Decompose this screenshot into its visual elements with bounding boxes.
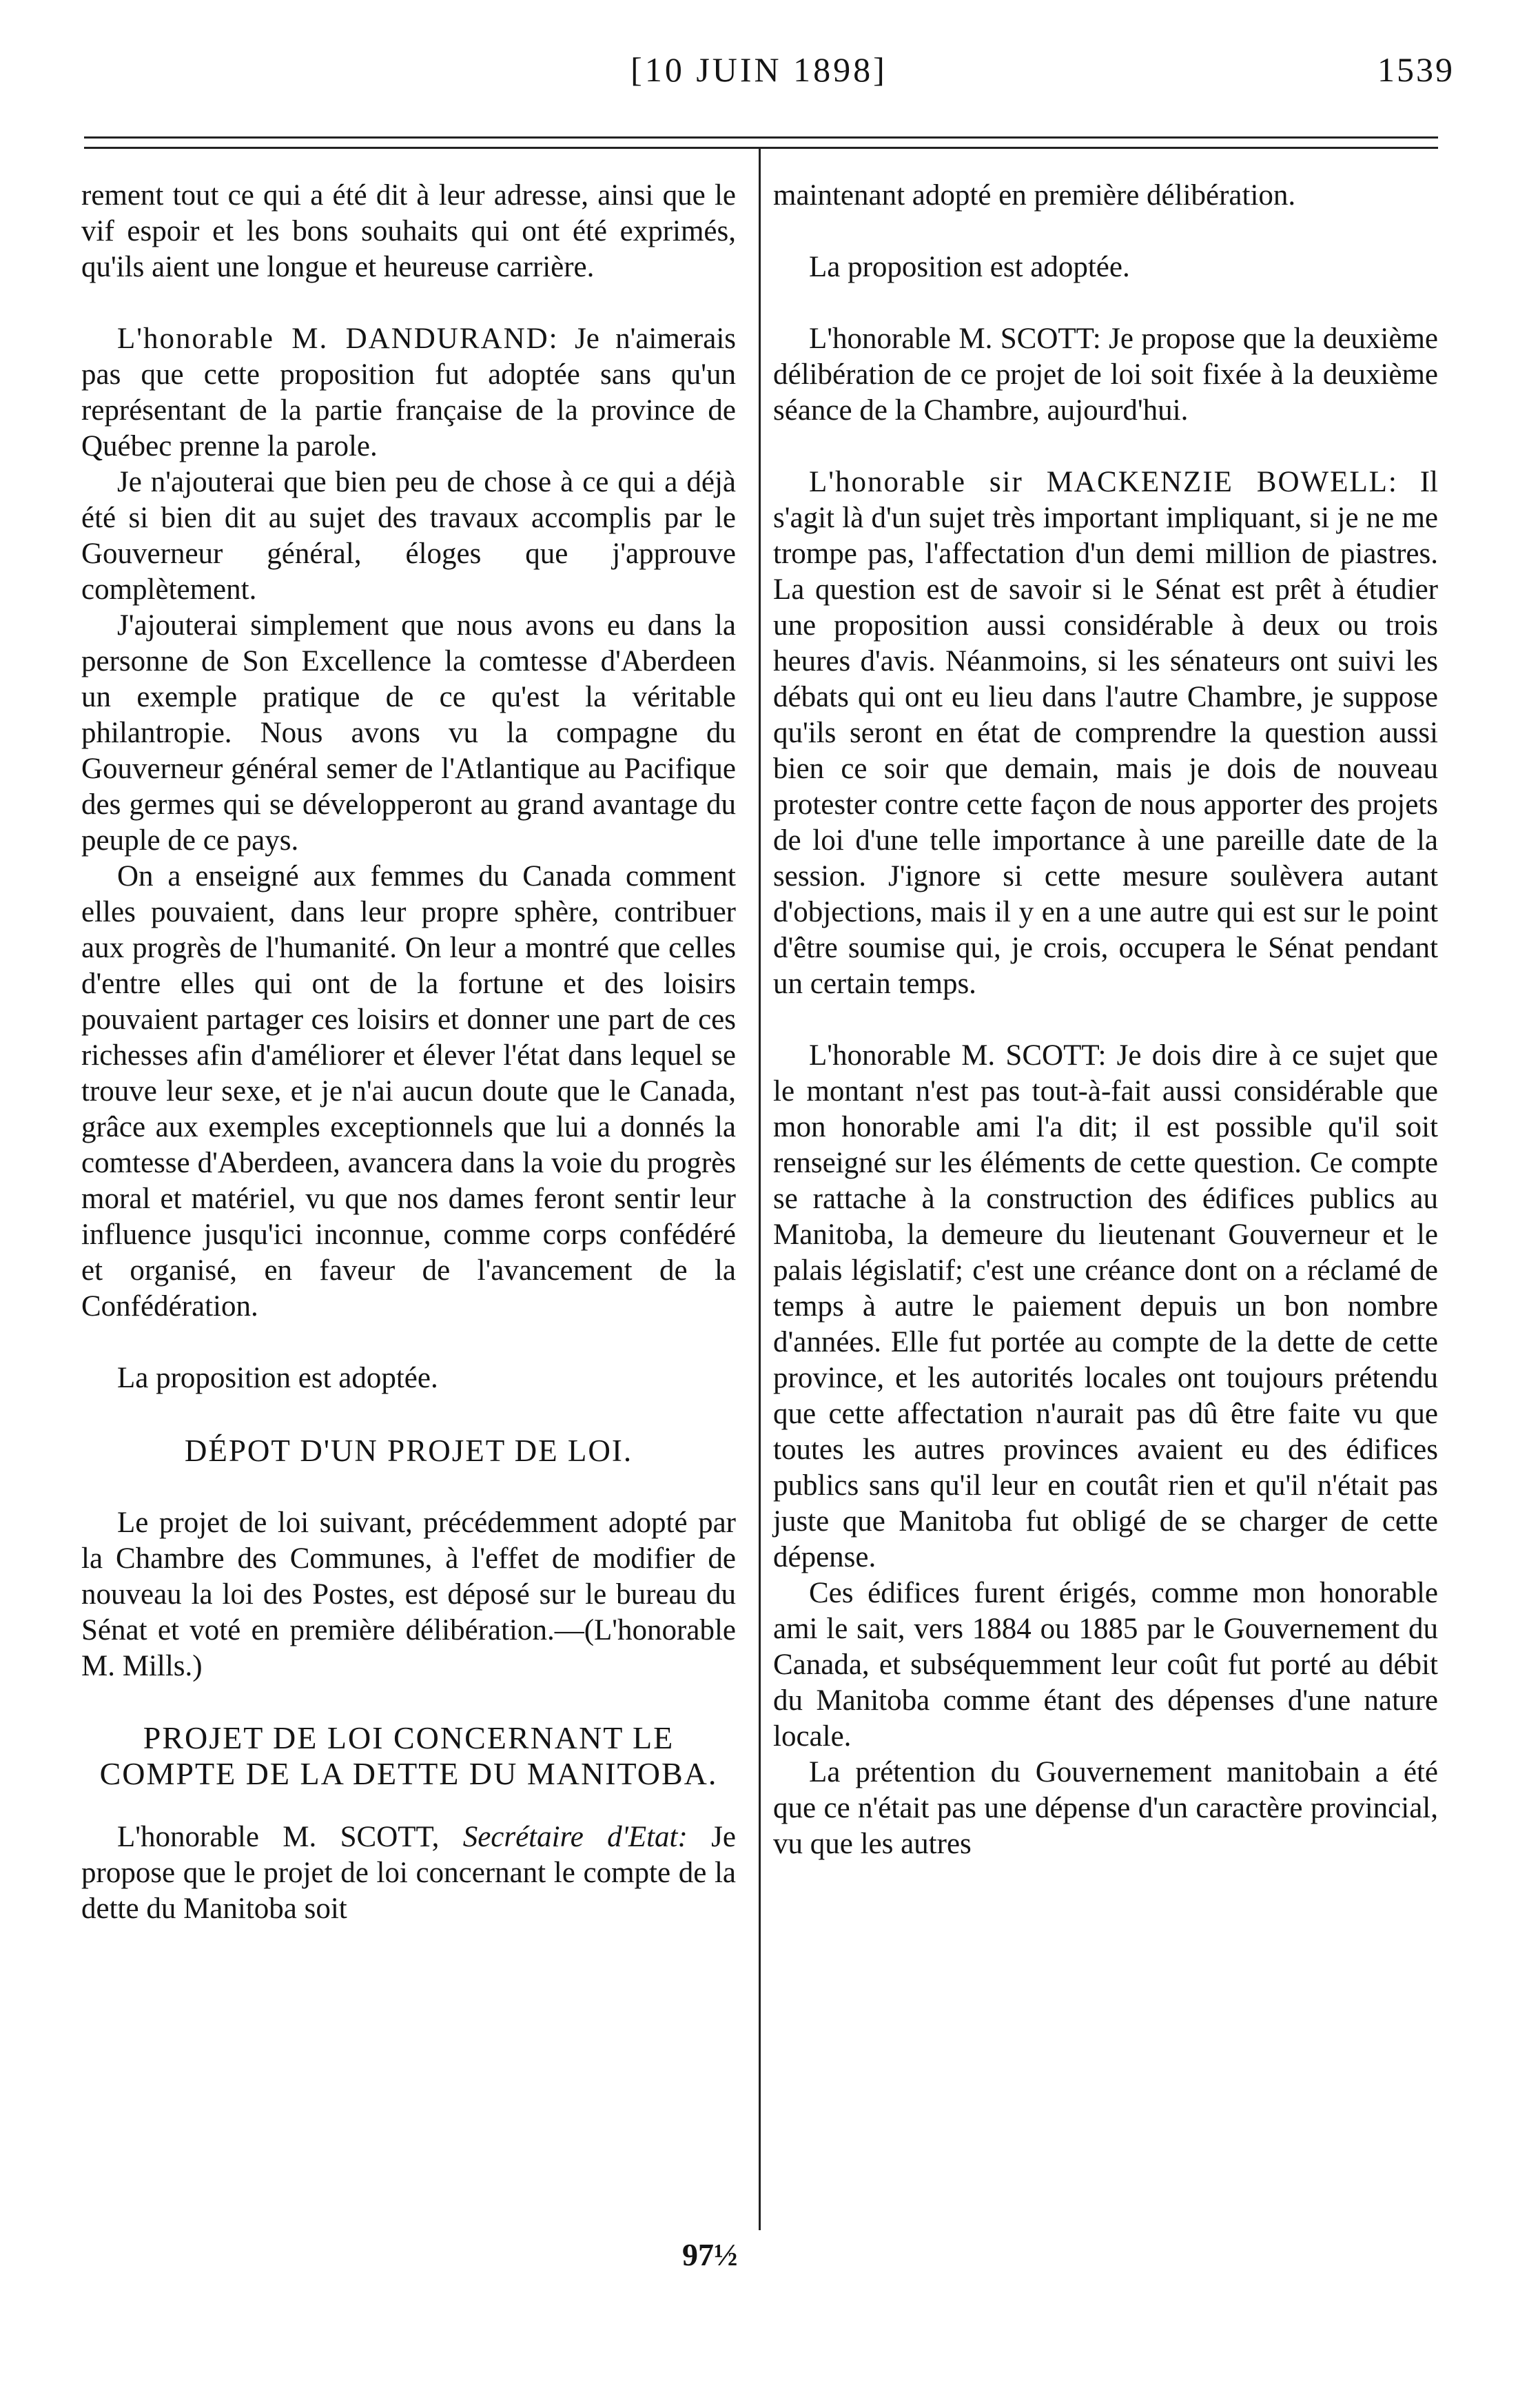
paragraph: Je n'ajouterai que bien peu de chose à ce qui a déjà été si bien dit au sujet des travaux accomplis par le Gouverneur général, éloges que j'approuve complètement. <box>81 466 736 606</box>
signature-mark: 97½ <box>682 2237 738 2272</box>
speaker-name: L'honorable sir MACKENZIE BOWELL: <box>809 466 1398 498</box>
speaker-title: Secrétaire d'Etat: <box>439 1821 688 1853</box>
paragraph: rement tout ce qui a été dit à leur adresse, ainsi que le vif espoir et les bons souhaits qui ont été exprimés, qu'ils aient une longue et heureuse carrière. <box>81 179 736 283</box>
header-date: [10 JUIN 1898] <box>630 50 888 89</box>
left-column <box>81 178 736 1927</box>
speech-text: Je propose que le projet de loi concernant le compte de la dette du Manitoba soit <box>81 1821 736 1925</box>
speech-text: Il s'agit là d'un sujet très important impliquant, si je ne me trompe pas, l'affectation d'un demi million de piastres. La question est de savoir si le Sénat est prêt à étudier une proposition aussi considérable à deux ou trois heures d'avis. Néanmoins, si les sénateurs ont suivi les débats qui ont eu lieu dans l'autre Chambre, je suppose qu'ils seront en état de comprendre la question aussi bien ce soir que demain, mais je dois de nouveau protester contre cette façon de nous apporter des projets de loi d'une telle importance à une pareille date de la session. J'ignore si cette mesure soulèvera autant d'objections, mais il y en a une autre qui est sur le point d'être soumise qui, je crois, occupera le Sénat pendant un certain temps. <box>773 466 1438 1000</box>
page-number: 1539 <box>1377 50 1455 89</box>
paragraph <box>81 1819 736 1927</box>
speech-text: Je dois dire à ce sujet que le montant n'est pas tout-à-fait aussi considérable que mon honorable ami l'a dit; il est possible qu'il soit renseigné sur les éléments de cette question. Ce compte se rattache à la construction des édifices publics au Manitoba, la demeure du lieutenant Gouverneur et le palais législatif; c'est une créance dont on a réclamé de temps à autre le paiement depuis un bon nombre d'années. Elle fut portée au compte de la dette de cette province, et les autorités locales ont toujours prétendu que cette affectation n'aurait pas dû être faite vu que toutes les autres provinces avaient eu des édifices publics sans qu'il leur en coutât rien et qu'il n'était pas juste que Manitoba fut obligé de se charger de cette dépense. <box>773 1039 1439 1573</box>
paragraph: J'ajouterai simplement que nous avons eu dans la personne de Son Excellence la comtesse d'Aberdeen un exemple pratique de ce qu'est la véritable philantropie. Nous avons vu la compagne du Gouverneur général semer de l'Atlantique au Pacifique des germes qui se développeront au grand avantage du peuple de ce pays. <box>81 609 736 857</box>
speaker-name: L'honorable M. SCOTT: <box>809 1039 1107 1072</box>
section-heading: PROJET DE LOI CONCERNANT LE COMPTE DE LA DETTE DU MANITOBA. <box>99 1720 718 1791</box>
speech-text: Je n'aimerais pas que cette proposition fut adoptée sans qu'un représentant de la partie française de la province de Québec prenne la parole. <box>81 323 736 462</box>
paragraph: On a enseigné aux femmes du Canada comment elles pouvaient, dans leur propre sphère, contribuer aux progrès de l'humanité. On leur a montré que celles d'entre elles qui ont de la fortune et des loisirs pouvaient partager ces loisirs et donner une part de ces richesses afin d'améliorer et élever l'état dans lequel se trouve leur sexe, et je n'ai aucun doute que le Canada, grâce aux exemples exceptionnels que lui a donnés la comtesse d'Aberdeen, avancera dans la voie du progrès moral et matériel, vu que nos dames feront sentir leur influence jusqu'ici inconnue, comme corps confédéré et organisé, en faveur de l'avancement de la Confédération. <box>81 860 736 1323</box>
paragraph: Le projet de loi suivant, précédemment adopté par la Chambre des Communes, à l'effet de modifier de nouveau la loi des Postes, est déposé sur le bureau du Sénat et voté en première délibération.—(L'honorable M. Mills.) <box>81 1507 736 1682</box>
paragraph <box>773 321 1438 429</box>
column-divider <box>759 149 761 2230</box>
header-rule-bottom <box>84 147 1438 149</box>
paragraph: maintenant adopté en première délibération. <box>773 179 1296 212</box>
speech-text: Je propose que la deuxième délibération de ce projet de loi soit fixée à la deuxième séance de la Chambre, aujourd'hui. <box>773 323 1438 427</box>
section-heading: DÉPOT D'UN PROJET DE LOI. <box>184 1433 633 1468</box>
speaker-name: L'honorable M. DANDURAND: <box>117 323 559 355</box>
speaker-name: L'honorable M. SCOTT: <box>809 323 1101 355</box>
paragraph <box>773 465 1438 1002</box>
page-header <box>0 50 1518 105</box>
paragraph <box>773 1038 1438 1575</box>
header-rule-top <box>84 136 1438 139</box>
paragraph <box>81 321 736 465</box>
paragraph: La proposition est adoptée. <box>117 1362 438 1394</box>
paragraph: La prétention du Gouvernement manitobain a été que ce n'était pas une dépense d'un caractère provincial, vu que les autres <box>773 1756 1438 1860</box>
paragraph: La proposition est adoptée. <box>809 251 1130 283</box>
paragraph: Ces édifices furent érigés, comme mon honorable ami le sait, vers 1884 ou 1885 par le Gouvernement du Canada, et subséquemment leur coût fut porté au débit du Manitoba comme étant des dépenses d'une nature locale. <box>773 1577 1438 1753</box>
speaker-name: L'honorable M. SCOTT, <box>117 1821 440 1853</box>
right-column <box>773 178 1438 1862</box>
